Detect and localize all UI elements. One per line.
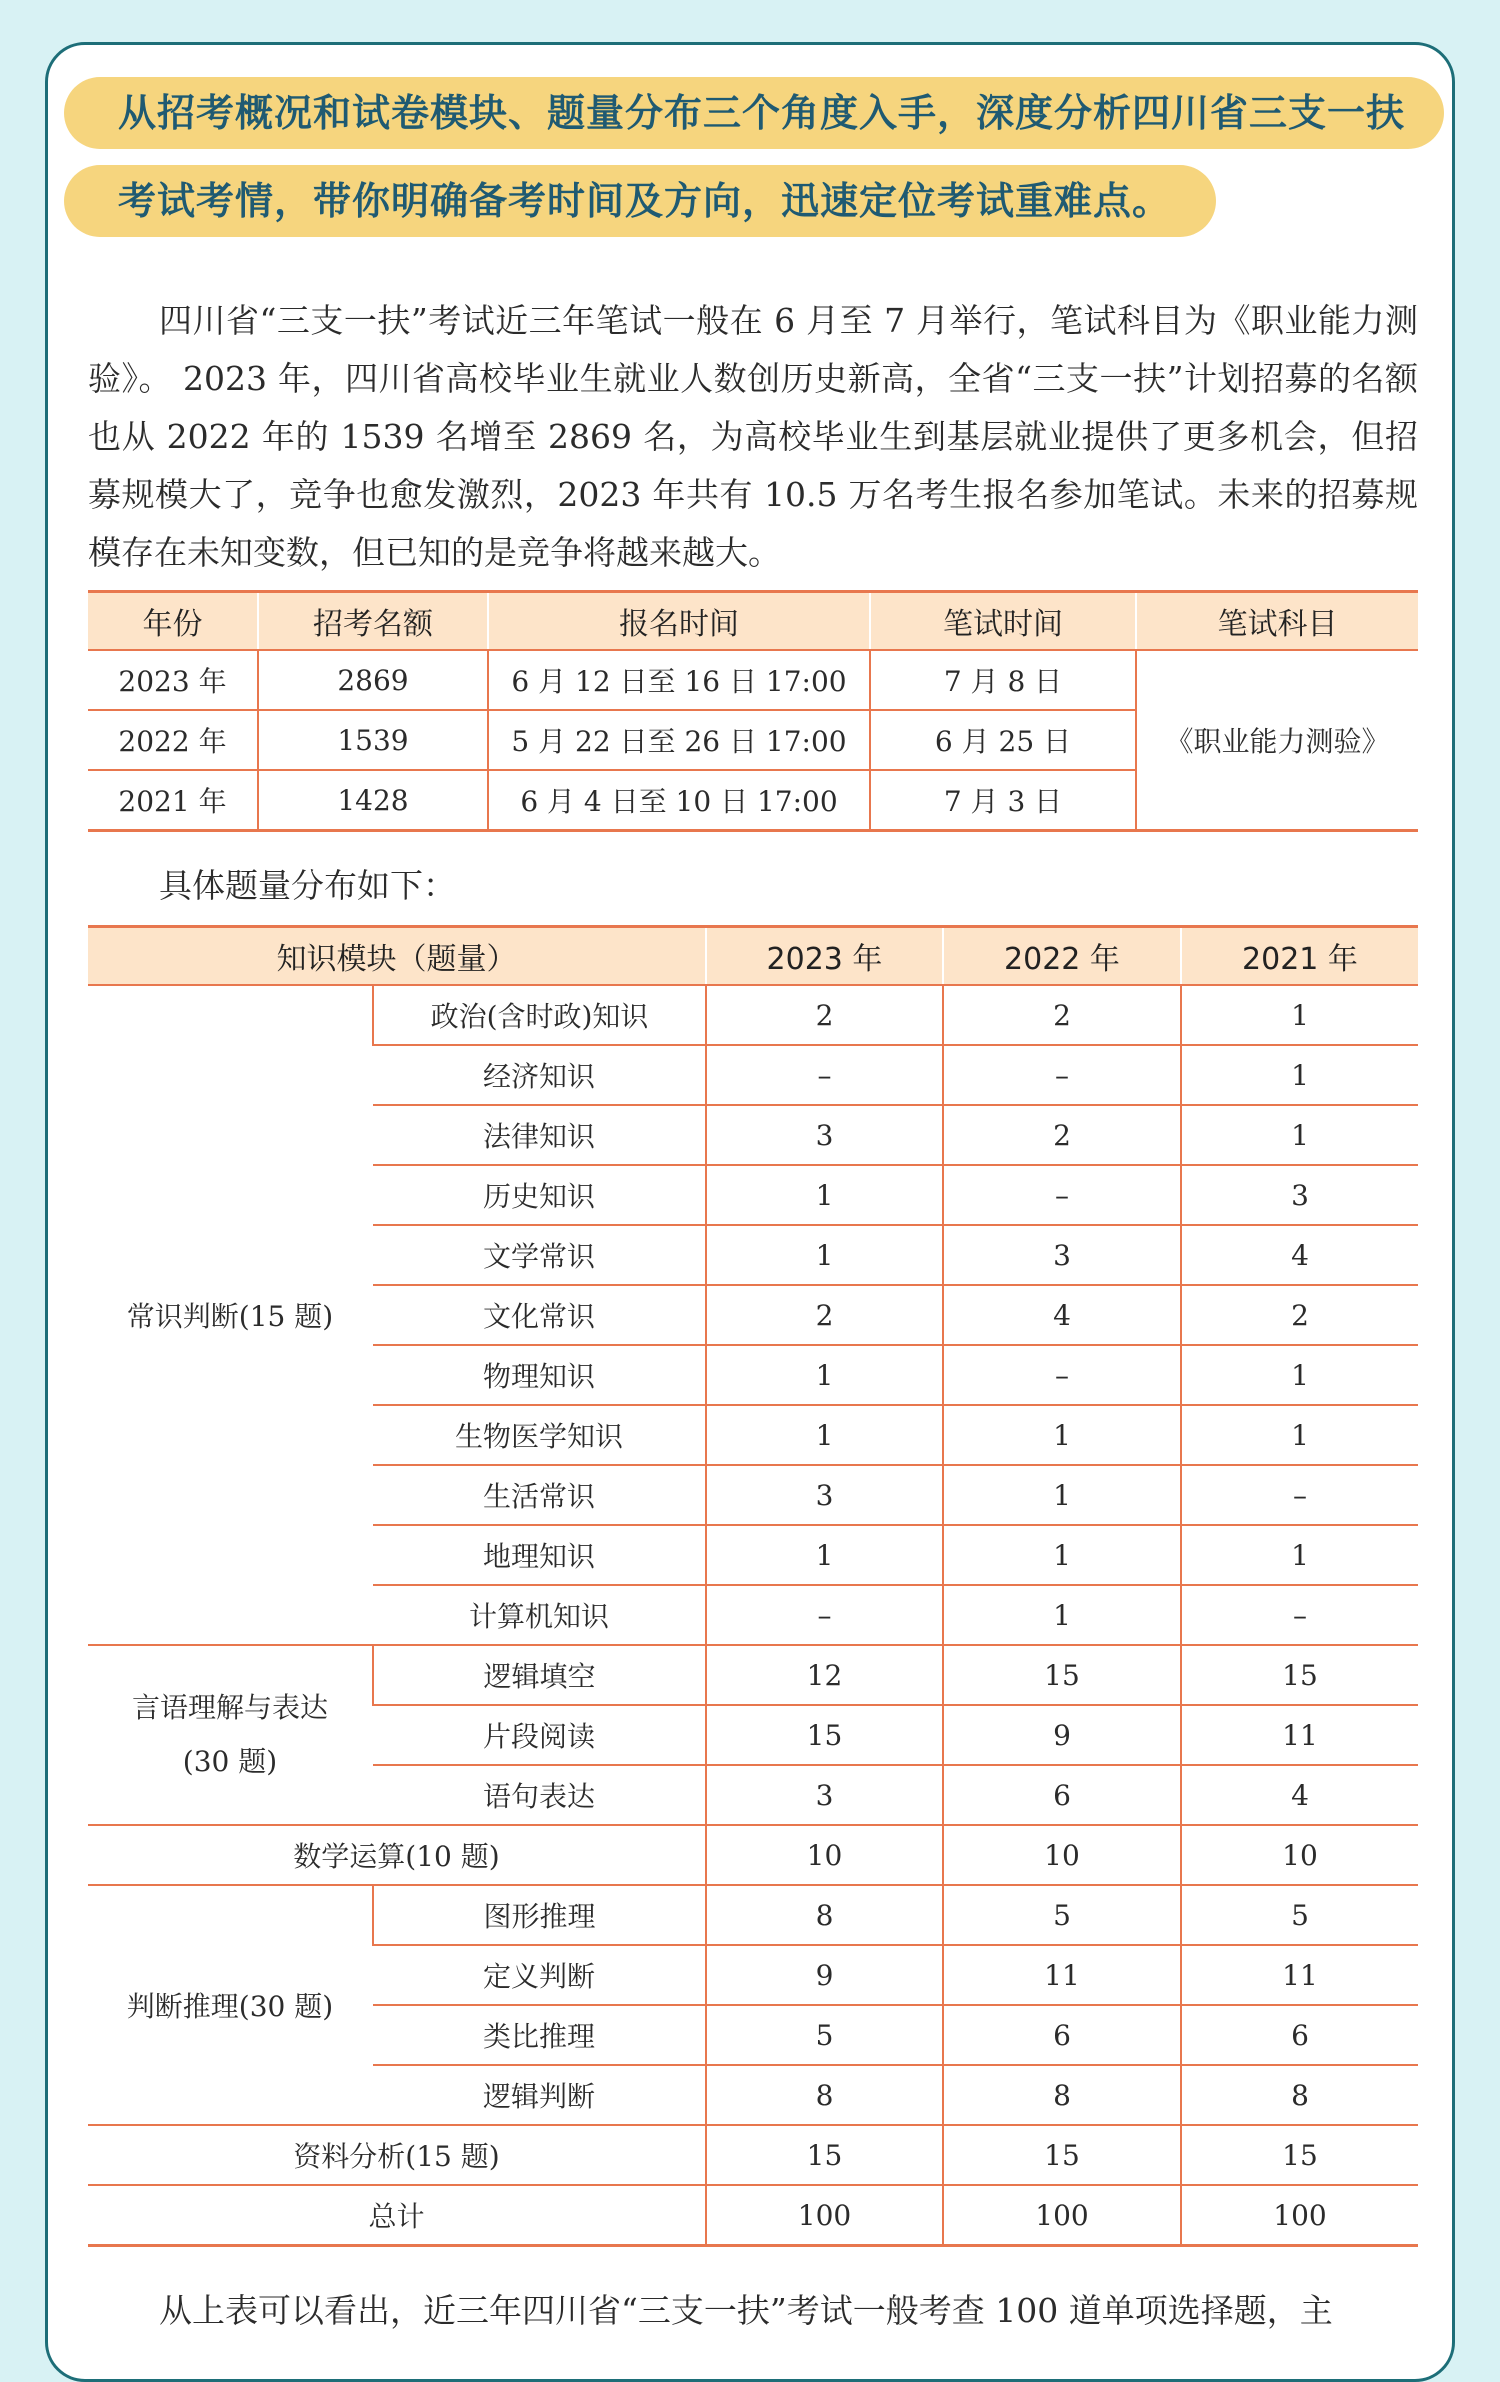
intro-text: 四川省“三支一扶”考试近三年笔试一般在 6 月至 7 月举行，笔试科目为《职业能力测验》。 2023 年，四川省高校毕业生就业人数创历史新高，全省“三支一扶”计划招募的名额也从 2022 年的 1539 名增至 2869 名，为高校毕业生到基层就业提供了更多机会，但招募规模大了，竞争也愈发激烈，2023 年共有 10.5 万名考生报名参加笔试。未来的招募规模存在未知变数，但已知的是竞争将越来越大。 — [88, 301, 1418, 572]
header-banner-line1: 从招考概况和试卷模块、题量分布三个角度入手，深度分析四川省三支一扶 — [64, 77, 1444, 149]
table-row-total — [88, 2185, 1418, 2246]
th-2021: 2021 年 — [1181, 927, 1418, 986]
cell: 1 — [1181, 1105, 1418, 1165]
cell: – — [706, 1585, 943, 1645]
cell: 15 — [706, 1705, 943, 1765]
cell: 历史知识 — [373, 1165, 706, 1225]
intro-paragraph — [88, 292, 1418, 582]
cell: 15 — [943, 2125, 1181, 2185]
group-changshi: 常识判断(15 题) — [88, 985, 373, 1645]
cell: 6 月 25 日 — [870, 710, 1136, 770]
group-panduan: 判断推理(30 题) — [88, 1885, 373, 2125]
cell: 3 — [706, 1765, 943, 1825]
cell: 5 — [1181, 1885, 1418, 1945]
cell: 15 — [706, 2125, 943, 2185]
cell: 1 — [706, 1225, 943, 1285]
cell: 片段阅读 — [373, 1705, 706, 1765]
cell: 2 — [1181, 1285, 1418, 1345]
cell: 生活常识 — [373, 1465, 706, 1525]
cell: 15 — [1181, 2125, 1418, 2185]
cell: 1 — [1181, 1405, 1418, 1465]
cell: 4 — [1181, 1765, 1418, 1825]
cell: 1 — [706, 1165, 943, 1225]
cell: 3 — [943, 1225, 1181, 1285]
cell: – — [706, 1045, 943, 1105]
cell: 1 — [943, 1585, 1181, 1645]
cell: 9 — [943, 1705, 1181, 1765]
subject-cell: 《职业能力测验》 — [1136, 650, 1418, 831]
cell: 1 — [706, 1525, 943, 1585]
cell: 12 — [706, 1645, 943, 1705]
cell: 逻辑填空 — [373, 1645, 706, 1705]
cell: 2 — [706, 1285, 943, 1345]
cell: 8 — [706, 2065, 943, 2125]
cell: 2021 年 — [88, 770, 258, 831]
th-exam-time: 笔试时间 — [870, 592, 1136, 651]
cell: 政治(含时政)知识 — [373, 985, 706, 1045]
cell: 15 — [1181, 1645, 1418, 1705]
cell: 8 — [706, 1885, 943, 1945]
cell: 1 — [943, 1465, 1181, 1525]
group-yanyu-line1: 言语理解与表达 — [131, 1691, 328, 1724]
table-header-row — [88, 592, 1418, 651]
cell: 图形推理 — [373, 1885, 706, 1945]
cell: 6 — [943, 1765, 1181, 1825]
cell: 文化常识 — [373, 1285, 706, 1345]
cell: 1539 — [258, 710, 488, 770]
cell: 11 — [943, 1945, 1181, 2005]
cell: 7 月 8 日 — [870, 650, 1136, 710]
table-header-row — [88, 927, 1418, 986]
cell: – — [943, 1045, 1181, 1105]
header-banner-line2: 考试考情，带你明确备考时间及方向，迅速定位考试重难点。 — [64, 165, 1216, 237]
group-yanyu-line2: (30 题) — [182, 1745, 278, 1778]
cell: 100 — [706, 2185, 943, 2246]
cell: 5 — [706, 2005, 943, 2065]
table-row — [88, 2125, 1418, 2185]
cell: 1 — [943, 1405, 1181, 1465]
cell: 1 — [706, 1345, 943, 1405]
cell: 类比推理 — [373, 2005, 706, 2065]
bottom-paragraph: 从上表可以看出，近三年四川省“三支一扶”考试一般考查 100 道单项选择题，主 — [159, 2291, 1333, 2330]
cell: 10 — [706, 1825, 943, 1885]
exam-schedule-table — [88, 590, 1418, 832]
table-row — [88, 1825, 1418, 1885]
table-row — [88, 985, 1418, 1045]
cell: 4 — [1181, 1225, 1418, 1285]
subheading: 具体题量分布如下： — [159, 866, 456, 905]
cell: 3 — [706, 1105, 943, 1165]
th-quota: 招考名额 — [258, 592, 488, 651]
cell: – — [1181, 1465, 1418, 1525]
cell: 经济知识 — [373, 1045, 706, 1105]
cell: 计算机知识 — [373, 1585, 706, 1645]
cell: 10 — [1181, 1825, 1418, 1885]
cell: 物理知识 — [373, 1345, 706, 1405]
cell: 2022 年 — [88, 710, 258, 770]
question-distribution-table — [88, 925, 1418, 2247]
th-register-time: 报名时间 — [488, 592, 870, 651]
cell: 6 — [943, 2005, 1181, 2065]
cell: 1 — [1181, 1345, 1418, 1405]
cell: 5 月 22 日至 26 日 17:00 — [488, 710, 870, 770]
cell: 2 — [943, 985, 1181, 1045]
cell: – — [943, 1345, 1181, 1405]
cell: 10 — [943, 1825, 1181, 1885]
th-2022: 2022 年 — [943, 927, 1181, 986]
cell: 6 月 12 日至 16 日 17:00 — [488, 650, 870, 710]
cell: 6 — [1181, 2005, 1418, 2065]
cell: 2 — [706, 985, 943, 1045]
group-ziliao: 资料分析(15 题) — [88, 2125, 706, 2185]
cell: 2 — [943, 1105, 1181, 1165]
cell: 1 — [943, 1525, 1181, 1585]
cell: 语句表达 — [373, 1765, 706, 1825]
th-subject: 笔试科目 — [1136, 592, 1418, 651]
cell: 地理知识 — [373, 1525, 706, 1585]
cell: 100 — [1181, 2185, 1418, 2246]
table-row — [88, 650, 1418, 710]
cell: – — [1181, 1585, 1418, 1645]
cell: 3 — [706, 1465, 943, 1525]
cell: 1 — [1181, 985, 1418, 1045]
table-row — [88, 1885, 1418, 1945]
total-label: 总计 — [88, 2185, 706, 2246]
cell: 3 — [1181, 1165, 1418, 1225]
cell: 1 — [706, 1405, 943, 1465]
group-shuxue: 数学运算(10 题) — [88, 1825, 706, 1885]
cell: 4 — [943, 1285, 1181, 1345]
cell: 11 — [1181, 1705, 1418, 1765]
cell: 2869 — [258, 650, 488, 710]
th-year: 年份 — [88, 592, 258, 651]
cell: 9 — [706, 1945, 943, 2005]
cell: 文学常识 — [373, 1225, 706, 1285]
cell: 100 — [943, 2185, 1181, 2246]
table-row — [88, 1645, 1418, 1705]
cell: 15 — [943, 1645, 1181, 1705]
cell: 1 — [1181, 1525, 1418, 1585]
cell: – — [943, 1165, 1181, 1225]
cell: 2023 年 — [88, 650, 258, 710]
cell: 逻辑判断 — [373, 2065, 706, 2125]
cell: 8 — [1181, 2065, 1418, 2125]
cell: 7 月 3 日 — [870, 770, 1136, 831]
cell: 6 月 4 日至 10 日 17:00 — [488, 770, 870, 831]
cell: 1428 — [258, 770, 488, 831]
group-yanyu — [88, 1645, 373, 1825]
cell: 生物医学知识 — [373, 1405, 706, 1465]
cell: 11 — [1181, 1945, 1418, 2005]
cell: 8 — [943, 2065, 1181, 2125]
th-2023: 2023 年 — [706, 927, 943, 986]
cell: 5 — [943, 1885, 1181, 1945]
cell: 法律知识 — [373, 1105, 706, 1165]
th-module: 知识模块（题量） — [88, 927, 706, 986]
cell: 1 — [1181, 1045, 1418, 1105]
cell: 定义判断 — [373, 1945, 706, 2005]
